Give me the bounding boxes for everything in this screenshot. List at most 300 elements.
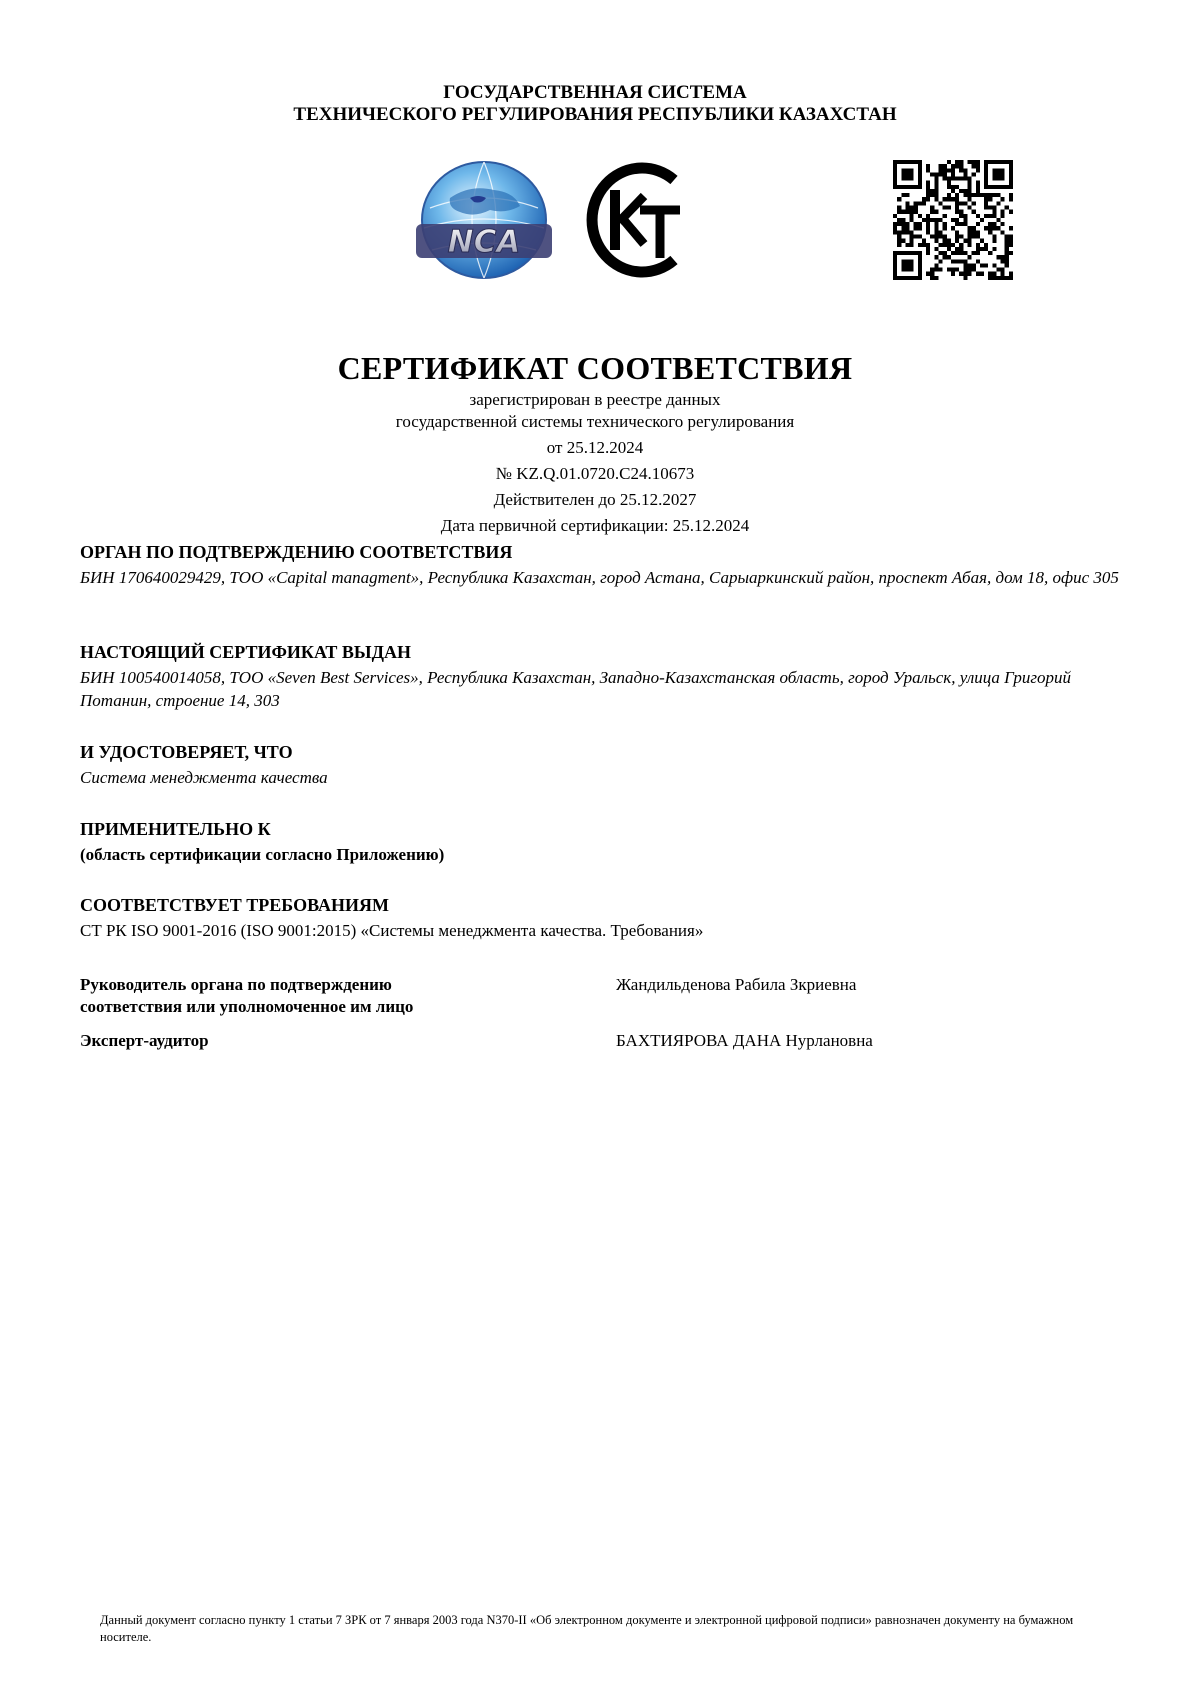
qr-module [939, 243, 943, 247]
qr-module [918, 164, 922, 168]
qr-module [893, 185, 897, 189]
qr-module [963, 168, 967, 172]
qr-module [963, 222, 967, 226]
qr-module [939, 168, 943, 172]
qr-module [893, 268, 897, 272]
qr-module [996, 276, 1000, 280]
qr-module [996, 201, 1000, 205]
qr-module [992, 239, 996, 243]
qr-module [992, 168, 996, 172]
qr-module [959, 259, 963, 263]
qr-module [988, 193, 992, 197]
qr-module [930, 268, 934, 272]
qr-module [910, 168, 914, 172]
qr-module [980, 193, 984, 197]
issued-to-heading: НАСТОЯЩИЙ СЕРТИФИКАТ ВЫДАН [80, 642, 411, 662]
qr-module [1001, 222, 1005, 226]
qr-module [939, 201, 943, 205]
qr-module [947, 181, 951, 185]
head-role-line-1: Руководитель органа по подтверждению [80, 975, 392, 994]
qr-module [901, 230, 905, 234]
certifies-details: Система менеджмента качества [80, 768, 328, 787]
qr-module [893, 164, 897, 168]
qr-module [930, 234, 934, 238]
qr-module [893, 276, 897, 280]
qr-module [963, 193, 967, 197]
qr-module [955, 210, 959, 214]
qr-module [910, 214, 914, 218]
qr-module [1009, 164, 1013, 168]
qr-module [992, 185, 996, 189]
qr-module [943, 243, 947, 247]
qr-module [893, 214, 897, 218]
qr-module [1005, 251, 1009, 255]
qr-module [1009, 193, 1013, 197]
qr-module [1001, 272, 1005, 276]
qr-module [996, 168, 1000, 172]
qr-module [963, 272, 967, 276]
qr-module [967, 160, 971, 164]
qr-module [918, 172, 922, 176]
qr-module [955, 206, 959, 210]
qr-module [934, 197, 938, 201]
qr-module [922, 218, 926, 222]
qr-module [914, 226, 918, 230]
qr-module [1005, 160, 1009, 164]
qr-module [976, 234, 980, 238]
qr-module [976, 272, 980, 276]
qr-module [901, 160, 905, 164]
qr-module [984, 185, 988, 189]
qr-module [893, 160, 897, 164]
qr-module [955, 193, 959, 197]
qr-module [967, 272, 971, 276]
qr-module [893, 168, 897, 172]
qr-module [955, 197, 959, 201]
qr-module [988, 206, 992, 210]
qr-module [905, 259, 909, 263]
qr-module [959, 177, 963, 181]
qr-module [939, 268, 943, 272]
qr-module [910, 210, 914, 214]
qr-module [930, 218, 934, 222]
qr-module [918, 272, 922, 276]
qr-module [992, 272, 996, 276]
qr-module [1009, 243, 1013, 247]
qr-module [984, 206, 988, 210]
qr-module [1001, 172, 1005, 176]
qr-module [963, 172, 967, 176]
qr-module [959, 272, 963, 276]
qr-module [905, 276, 909, 280]
qr-module [943, 234, 947, 238]
qr-module [992, 276, 996, 280]
qr-module [984, 172, 988, 176]
qr-module [976, 251, 980, 255]
qr-module [967, 206, 971, 210]
qr-module [897, 160, 901, 164]
qr-module [905, 160, 909, 164]
qr-module [951, 251, 955, 255]
qr-module [967, 185, 971, 189]
qr-module [943, 251, 947, 255]
qr-module [930, 276, 934, 280]
qr-module [967, 234, 971, 238]
qr-module [963, 251, 967, 255]
qr-module [972, 263, 976, 267]
qr-module [914, 222, 918, 226]
qr-module [992, 206, 996, 210]
qr-module [955, 160, 959, 164]
qr-module [955, 164, 959, 168]
qr-module [976, 185, 980, 189]
qr-module [1009, 160, 1013, 164]
qr-module [980, 218, 984, 222]
qr-module [1001, 276, 1005, 280]
qr-module [955, 234, 959, 238]
qr-module [910, 239, 914, 243]
applicable-scope: (область сертификации согласно Приложению) [80, 845, 445, 864]
qr-module [905, 268, 909, 272]
qr-module [943, 164, 947, 168]
qr-module [905, 243, 909, 247]
qr-code-icon [893, 160, 1013, 280]
qr-module [967, 197, 971, 201]
qr-module [947, 268, 951, 272]
qr-module [996, 268, 1000, 272]
qr-module [901, 222, 905, 226]
qr-module [905, 251, 909, 255]
qr-module [967, 230, 971, 234]
qr-module [976, 164, 980, 168]
qr-module [914, 234, 918, 238]
qr-module [972, 234, 976, 238]
qr-module [934, 218, 938, 222]
expert-role: Эксперт-аудитор [80, 1031, 209, 1050]
qr-module [947, 243, 951, 247]
qr-module [947, 193, 951, 197]
qr-module [905, 226, 909, 230]
qr-module [922, 239, 926, 243]
qr-module [934, 255, 938, 259]
qr-module [947, 206, 951, 210]
qr-module [901, 193, 905, 197]
qr-module [963, 201, 967, 205]
qr-module [905, 193, 909, 197]
qr-module [926, 243, 930, 247]
qr-module [1009, 226, 1013, 230]
qr-module [910, 172, 914, 176]
qr-module [926, 247, 930, 251]
qr-module [967, 181, 971, 185]
qr-module [951, 268, 955, 272]
qr-module [996, 177, 1000, 181]
qr-module [947, 168, 951, 172]
qr-module [959, 251, 963, 255]
qr-module [943, 255, 947, 259]
qr-module [939, 230, 943, 234]
qr-module [1009, 185, 1013, 189]
qr-module [926, 185, 930, 189]
qr-module [918, 276, 922, 280]
qr-module [893, 226, 897, 230]
qr-module [918, 226, 922, 230]
qr-module [988, 251, 992, 255]
qr-module [976, 160, 980, 164]
qr-module [910, 268, 914, 272]
qr-module [955, 268, 959, 272]
qr-module [955, 185, 959, 189]
qr-module [934, 234, 938, 238]
qr-module [910, 234, 914, 238]
qr-module [972, 251, 976, 255]
qr-module [1009, 234, 1013, 238]
kt-conformity-mark-icon [582, 160, 692, 280]
qr-module [984, 263, 988, 267]
requirements-standard: СТ РК ISO 9001-2016 (ISO 9001:2015) «Системы менеджмента качества. Требования» [80, 921, 704, 940]
qr-module [976, 230, 980, 234]
qr-module [901, 168, 905, 172]
qr-module [1005, 263, 1009, 267]
qr-module [934, 172, 938, 176]
qr-module [972, 172, 976, 176]
qr-module [1009, 172, 1013, 176]
qr-module [918, 259, 922, 263]
qr-module [984, 214, 988, 218]
qr-module [955, 239, 959, 243]
qr-module [930, 210, 934, 214]
qr-module [976, 259, 980, 263]
qr-module [930, 189, 934, 193]
qr-module [926, 168, 930, 172]
qr-module [963, 177, 967, 181]
qr-module [934, 239, 938, 243]
qr-module [996, 172, 1000, 176]
qr-module [984, 201, 988, 205]
qr-module [959, 247, 963, 251]
valid-until: Действителен до 25.12.2027 [493, 490, 697, 509]
qr-module [988, 226, 992, 230]
qr-module [976, 168, 980, 172]
qr-module [1005, 247, 1009, 251]
qr-module [897, 243, 901, 247]
qr-module [967, 189, 971, 193]
qr-module [988, 230, 992, 234]
qr-module [1001, 185, 1005, 189]
qr-module [967, 177, 971, 181]
qr-module [905, 177, 909, 181]
qr-module [934, 247, 938, 251]
qr-module [963, 218, 967, 222]
qr-module [934, 263, 938, 267]
qr-module [988, 185, 992, 189]
qr-module [980, 239, 984, 243]
qr-module [947, 255, 951, 259]
qr-module [992, 247, 996, 251]
qr-module [910, 160, 914, 164]
qr-module [1009, 181, 1013, 185]
qr-module [963, 214, 967, 218]
qr-module [926, 218, 930, 222]
qr-module [910, 276, 914, 280]
qr-module [1005, 276, 1009, 280]
qr-module [939, 234, 943, 238]
qr-module [976, 247, 980, 251]
qr-module [901, 226, 905, 230]
qr-module [967, 193, 971, 197]
qr-module [951, 168, 955, 172]
qr-module [972, 268, 976, 272]
qr-module [955, 177, 959, 181]
qr-module [897, 197, 901, 201]
qr-module [934, 193, 938, 197]
qr-module [910, 263, 914, 267]
qr-module [947, 177, 951, 181]
qr-module [1001, 214, 1005, 218]
qr-module [918, 234, 922, 238]
qr-module [901, 276, 905, 280]
qr-module [901, 177, 905, 181]
qr-module [996, 226, 1000, 230]
qr-module [1005, 185, 1009, 189]
qr-module [939, 259, 943, 263]
qr-module [934, 230, 938, 234]
qr-module [918, 185, 922, 189]
qr-module [918, 268, 922, 272]
qr-module [897, 185, 901, 189]
qr-module [959, 168, 963, 172]
qr-module [955, 218, 959, 222]
qr-module [984, 164, 988, 168]
initial-certification-date: Дата первичной сертификации: 25.12.2024 [440, 516, 750, 535]
qr-module [984, 247, 988, 251]
qr-module [972, 201, 976, 205]
qr-module [992, 226, 996, 230]
qr-module [918, 251, 922, 255]
qr-module [926, 164, 930, 168]
qr-module [976, 189, 980, 193]
qr-module [939, 218, 943, 222]
qr-module [992, 160, 996, 164]
qr-module [897, 218, 901, 222]
qr-module [926, 226, 930, 230]
qr-module [984, 177, 988, 181]
qr-module [926, 197, 930, 201]
qr-module [901, 259, 905, 263]
qr-module [984, 193, 988, 197]
qr-module [918, 201, 922, 205]
qr-module [930, 193, 934, 197]
qr-module [955, 230, 959, 234]
qr-module [943, 206, 947, 210]
head-name: Жандильденова Рабила Зкриевна [616, 975, 857, 994]
qr-module [943, 239, 947, 243]
qr-module [984, 197, 988, 201]
qr-module [1005, 255, 1009, 259]
qr-module [934, 189, 938, 193]
qr-module [1005, 239, 1009, 243]
qr-module [963, 259, 967, 263]
registered-line-2: государственной системы технического регулирования [395, 412, 795, 431]
qr-module [918, 214, 922, 218]
qr-module [1005, 243, 1009, 247]
qr-module [893, 222, 897, 226]
qr-module [893, 251, 897, 255]
qr-module [947, 239, 951, 243]
requirements-heading: СООТВЕТСТВУЕТ ТРЕБОВАНИЯМ [80, 895, 389, 915]
qr-module [967, 268, 971, 272]
qr-module [988, 272, 992, 276]
qr-module [967, 226, 971, 230]
expert-name: БАХТИЯРОВА ДАНА Нурлановна [616, 1031, 873, 1050]
qr-module [914, 251, 918, 255]
qr-module [963, 268, 967, 272]
qr-module [918, 243, 922, 247]
qr-module [926, 272, 930, 276]
qr-module [947, 247, 951, 251]
qr-module [996, 185, 1000, 189]
qr-module [910, 206, 914, 210]
qr-module [1001, 177, 1005, 181]
qr-module [967, 239, 971, 243]
qr-module [988, 276, 992, 280]
qr-module [893, 181, 897, 185]
qr-module [918, 222, 922, 226]
qr-module [901, 210, 905, 214]
qr-module [905, 185, 909, 189]
qr-module [934, 185, 938, 189]
applicable-heading: ПРИМЕНИТЕЛЬНО К [80, 819, 271, 839]
qr-module [905, 201, 909, 205]
qr-module [959, 222, 963, 226]
qr-module [897, 210, 901, 214]
certification-body-details: БИН 170640029429, ТОО «Capital managment», Республика Казахстан, город Астана, Сарыаркинский район, проспект Абая, дом 18, офис 305 [80, 568, 1119, 587]
qr-module [992, 172, 996, 176]
qr-module [1009, 177, 1013, 181]
qr-module [1001, 160, 1005, 164]
qr-module [1009, 210, 1013, 214]
qr-module [910, 259, 914, 263]
qr-module [955, 259, 959, 263]
qr-module [893, 255, 897, 259]
qr-module [897, 239, 901, 243]
qr-module [905, 172, 909, 176]
qr-module [963, 189, 967, 193]
qr-module [959, 234, 963, 238]
qr-module [976, 222, 980, 226]
qr-module [897, 276, 901, 280]
qr-module [918, 160, 922, 164]
qr-module [984, 181, 988, 185]
qr-module [980, 272, 984, 276]
qr-module [951, 172, 955, 176]
qr-module [905, 263, 909, 267]
qr-module [897, 230, 901, 234]
qr-module [897, 222, 901, 226]
qr-module [963, 276, 967, 280]
qr-module [943, 214, 947, 218]
qr-module [943, 222, 947, 226]
qr-module [988, 222, 992, 226]
qr-module [951, 272, 955, 276]
qr-module [992, 222, 996, 226]
nca-logo-text: NCA [447, 224, 521, 260]
qr-module [901, 268, 905, 272]
qr-module [905, 210, 909, 214]
qr-module [918, 263, 922, 267]
header-line-2: ТЕХНИЧЕСКОГО РЕГУЛИРОВАНИЯ РЕСПУБЛИКИ КАЗАХСТАН [293, 104, 897, 125]
qr-module [910, 243, 914, 247]
